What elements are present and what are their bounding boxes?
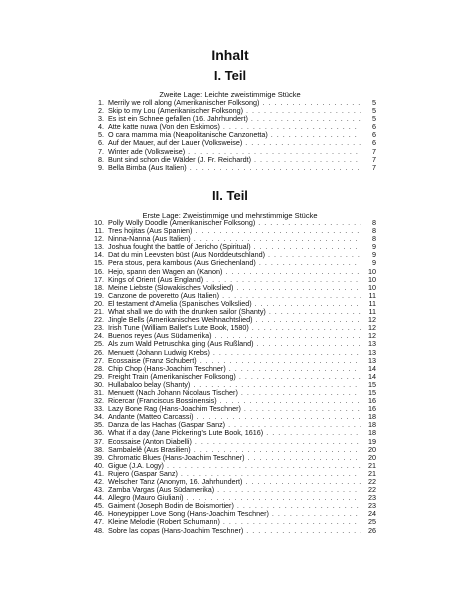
entry-title: Andante (Matteo Carcassi) <box>108 412 194 422</box>
dot-leader <box>190 164 361 172</box>
entry-title: Polly Wolly Doodle (Amerikanischer Folksong) <box>108 218 256 227</box>
entry-page-number: 12 <box>368 323 376 333</box>
entry-number: 23. <box>94 323 104 333</box>
entry-number: 43. <box>94 485 104 495</box>
part-1-heading: I. Teil <box>213 68 247 83</box>
entry-number: 16. <box>94 266 104 276</box>
entry-title: Ecossaise (Anton Diabelli) <box>108 436 192 446</box>
entry-page-number: 18 <box>368 420 376 430</box>
entry-number: 20. <box>94 298 104 308</box>
entry-number: 35. <box>94 420 104 430</box>
entry-page-number: 18 <box>368 428 376 438</box>
entry-page-number: 23 <box>368 501 376 511</box>
entry-title: Honeypipper Love Song (Hans-Joachim Teschner) <box>108 509 269 519</box>
dot-leader <box>255 316 361 324</box>
part-2-contents-list <box>86 219 376 535</box>
entry-title: Menuett (Nach Johann Nicolaus Tischer) <box>108 387 238 397</box>
entry-title: Bunt sind schon die Wälder (J. Fr. Reichardt) <box>108 154 252 164</box>
entry-page-number: 7 <box>372 162 376 172</box>
dot-leader <box>229 365 361 373</box>
dot-leader <box>271 131 361 139</box>
entry-number: 34. <box>94 412 104 422</box>
entry-title: Hullabaloo belay (Shanty) <box>108 379 191 389</box>
entry-number: 45. <box>94 501 104 511</box>
entry-number: 31. <box>94 387 104 397</box>
dot-leader <box>252 324 361 332</box>
entry-title: Atte katte nuwa (Von den Eskimos) <box>108 122 220 132</box>
entry-title: Rujero (Gaspar Sanz) <box>108 468 178 478</box>
entry-number: 2. <box>98 106 104 116</box>
entry-page-number: 14 <box>368 371 376 381</box>
entry-title: O cara mamma mia (Neapolitanische Canzonetta) <box>108 130 268 140</box>
entry-title: What if a day (Jane Pickering's Lute Book, 1616) <box>108 428 264 438</box>
dot-leader <box>258 219 361 227</box>
entry-page-number: 23 <box>368 493 376 503</box>
dot-leader <box>245 139 361 147</box>
dot-leader <box>254 156 361 164</box>
entry-page-number: 11 <box>368 290 376 300</box>
entry-number: 8. <box>98 154 104 164</box>
entry-number: 15. <box>94 258 104 268</box>
entry-number: 13. <box>94 242 104 252</box>
entry-page-number: 22 <box>368 477 376 486</box>
entry-page-number: 5 <box>372 106 376 116</box>
dot-leader <box>272 510 361 518</box>
entry-number: 3. <box>98 114 104 124</box>
entry-title: El testament d'Amelia (Spanisches Volkslied) <box>108 298 252 308</box>
entry-title: Als zum Wald Petruschka ging (Aus Rußland) <box>108 339 254 349</box>
entry-page-number: 26 <box>368 525 376 535</box>
entry-title: Irish Tune (William Ballet's Lute Book, 1580) <box>108 323 249 333</box>
dot-leader <box>236 284 361 292</box>
dot-leader <box>244 405 361 413</box>
entry-number: 41. <box>94 468 104 478</box>
entry-page-number: 9 <box>372 258 376 268</box>
entry-title: Skip to my Lou (Amerikanischer Folksong) <box>108 106 244 116</box>
dot-leader <box>195 438 361 446</box>
entry-title: Allegro (Mauro Giuliani) <box>108 493 184 503</box>
entry-number: 11. <box>94 226 104 236</box>
dot-leader <box>239 373 361 381</box>
entry-number: 40. <box>94 460 104 470</box>
entry-title: Auf der Mauer, auf der Lauer (Volksweise) <box>108 138 243 148</box>
entry-number: 44. <box>94 493 104 503</box>
dot-leader <box>268 251 361 259</box>
entry-title: Gigue (J.A. Logy) <box>108 460 164 470</box>
entry-page-number: 6 <box>372 138 376 148</box>
dot-leader <box>262 99 361 107</box>
entry-number: 48. <box>94 525 104 535</box>
dot-leader <box>254 243 361 251</box>
entry-number: 9. <box>98 162 104 172</box>
dot-leader <box>247 454 361 462</box>
part-1-subtitle: Zweite Lage: Leichte zweistimmige Stücke <box>159 90 301 99</box>
entry-number: 30. <box>94 379 104 389</box>
entry-page-number: 19 <box>368 436 376 446</box>
entry-page-number: 13 <box>368 347 376 357</box>
entry-page-number: 21 <box>368 460 376 470</box>
entry-number: 32. <box>94 396 104 406</box>
entry-title: Canzone de poveretto (Aus Italien) <box>108 290 220 300</box>
entry-title: Tres hojitas (Aus Spanien) <box>108 226 193 236</box>
entry-page-number: 18 <box>368 412 376 422</box>
entry-title: Sobre las copas (Hans-Joachim Teschner) <box>108 525 244 535</box>
entry-page-number: 10 <box>368 282 376 292</box>
entry-title: Welscher Tanz (Anonym, 16. Jahrhundert) <box>108 477 243 486</box>
entry-number: 19. <box>94 290 104 300</box>
entry-page-number: 24 <box>368 509 376 519</box>
entry-number: 27. <box>94 355 104 365</box>
entry-title: Ecossaise (Franz Schubert) <box>108 355 197 365</box>
entry-title: Ricercar (Franciscus Bossinensis) <box>108 396 217 406</box>
toc-entry <box>86 164 376 172</box>
dot-leader <box>241 389 361 397</box>
entry-number: 18. <box>94 282 104 292</box>
dot-leader <box>195 227 361 235</box>
entry-number: 17. <box>94 274 104 284</box>
dot-leader <box>217 486 361 494</box>
dot-leader <box>266 429 361 437</box>
entry-number: 4. <box>98 122 104 132</box>
entry-title: Dat du min Leevsten büst (Aus Norddeutschland) <box>108 250 266 260</box>
entry-title: Ninna-Nanna (Aus Italien) <box>108 234 191 244</box>
entry-number: 12. <box>94 234 104 244</box>
entry-number: 37. <box>94 436 104 446</box>
entry-page-number: 7 <box>372 146 376 156</box>
dot-leader <box>255 300 361 308</box>
dot-leader <box>223 518 361 526</box>
entry-page-number: 10 <box>368 274 376 284</box>
entry-title: Lazy Bone Rag (Hans-Joachim Teschner) <box>108 404 241 414</box>
entry-number: 22. <box>94 315 104 325</box>
entry-page-number: 13 <box>368 339 376 349</box>
entry-page-number: 14 <box>368 363 376 373</box>
entry-title: Zamba Vargas (Aus Südamerika) <box>108 485 215 495</box>
dot-leader <box>251 115 361 123</box>
dot-leader <box>245 478 361 486</box>
entry-title: Meine Liebste (Slowakisches Volkslied) <box>108 282 234 292</box>
part-2-heading: II. Teil <box>212 188 248 203</box>
entry-number: 24. <box>94 331 104 341</box>
entry-page-number: 9 <box>372 242 376 252</box>
dot-leader <box>246 107 361 115</box>
entry-page-number: 25 <box>368 517 376 527</box>
entry-page-number: 9 <box>372 250 376 260</box>
entry-number: 26. <box>94 347 104 357</box>
entry-number: 38. <box>94 444 104 454</box>
entry-page-number: 13 <box>368 355 376 365</box>
entry-page-number: 16 <box>368 404 376 414</box>
entry-title: Bella Bimba (Aus Italien) <box>108 162 187 172</box>
entry-number: 42. <box>94 477 104 486</box>
entry-page-number: 5 <box>372 114 376 124</box>
entry-title: Winter ade (Volksweise) <box>108 146 186 156</box>
entry-title: Sambalelê (Aus Brasilien) <box>108 444 191 454</box>
entry-page-number: 7 <box>372 154 376 164</box>
entry-page-number: 21 <box>368 468 376 478</box>
entry-page-number: 15 <box>368 387 376 397</box>
dot-leader <box>259 259 361 267</box>
entry-title: Joshua fought the battle of Jericho (Spiritual) <box>108 242 251 252</box>
entry-title: Freight Train (Amerikanischer Folksong) <box>108 371 236 381</box>
entry-page-number: 20 <box>368 444 376 454</box>
entry-title: What shall we do with the drunken sailor (Shanty) <box>108 307 266 317</box>
entry-title: Pera stous, pera kambous (Aus Griechenland) <box>108 258 256 268</box>
entry-page-number: 10 <box>368 266 376 276</box>
entry-number: 14. <box>94 250 104 260</box>
dot-leader <box>225 268 361 276</box>
entry-title: Kleine Melodie (Robert Schumann) <box>108 517 220 527</box>
entry-page-number: 12 <box>368 331 376 341</box>
entry-number: 46. <box>94 509 104 519</box>
entry-number: 10. <box>94 218 104 227</box>
entry-page-number: 8 <box>372 234 376 244</box>
toc-entry <box>86 527 376 535</box>
entry-title: Chip Chop (Hans-Joachim Teschner) <box>108 363 226 373</box>
part-2-subtitle: Erste Lage: Zweistimmige und mehrstimmige Stücke <box>142 211 318 220</box>
entry-number: 28. <box>94 363 104 373</box>
entry-number: 36. <box>94 428 104 438</box>
entry-page-number: 16 <box>368 396 376 406</box>
entry-number: 47. <box>94 517 104 527</box>
entry-title: Merrily we roll along (Amerikanischer Folksong) <box>108 98 260 107</box>
entry-title: Jingle Bells (Amerikanisches Weihnachtslied) <box>108 315 253 325</box>
entry-title: Hejo, spann den Wagen an (Kanon) <box>108 266 223 276</box>
entry-number: 5. <box>98 130 104 140</box>
entry-title: Menuett (Johann Ludwig Krebs) <box>108 347 210 357</box>
entry-number: 29. <box>94 371 104 381</box>
entry-title: Gaiment (Joseph Bodin de Boismortier) <box>108 501 234 511</box>
entry-page-number: 11 <box>368 298 376 308</box>
part-1-contents-list <box>86 99 376 172</box>
entry-number: 6. <box>98 138 104 148</box>
entry-page-number: 11 <box>368 307 376 317</box>
dot-leader <box>257 340 361 348</box>
entry-number: 7. <box>98 146 104 156</box>
entry-page-number: 8 <box>372 226 376 236</box>
entry-page-number: 8 <box>372 218 376 227</box>
entry-page-number: 6 <box>372 130 376 140</box>
entry-title: Es ist ein Schnee gefallen (16. Jahrhundert) <box>108 114 248 124</box>
entry-title: Danza de las Hachas (Gaspar Sanz) <box>108 420 226 430</box>
entry-page-number: 12 <box>368 315 376 325</box>
entry-title: Kings of Orient (Aus England) <box>108 274 204 284</box>
entry-page-number: 5 <box>372 98 376 107</box>
dot-leader <box>269 308 361 316</box>
entry-page-number: 15 <box>368 379 376 389</box>
entry-number: 21. <box>94 307 104 317</box>
entry-page-number: 6 <box>372 122 376 132</box>
dot-leader <box>246 527 361 535</box>
entry-title: Buenos reyes (Aus Südamerika) <box>108 331 212 341</box>
entry-number: 39. <box>94 452 104 462</box>
entry-number: 33. <box>94 404 104 414</box>
dot-leader <box>213 349 361 357</box>
entry-number: 25. <box>94 339 104 349</box>
entry-title: Chromatic Blues (Hans-Joachim Teschner) <box>108 452 245 462</box>
entry-page-number: 22 <box>368 485 376 495</box>
document-title: Inhalt <box>211 47 249 63</box>
dot-leader <box>167 462 361 470</box>
entry-page-number: 20 <box>368 452 376 462</box>
entry-number: 1. <box>98 98 104 107</box>
